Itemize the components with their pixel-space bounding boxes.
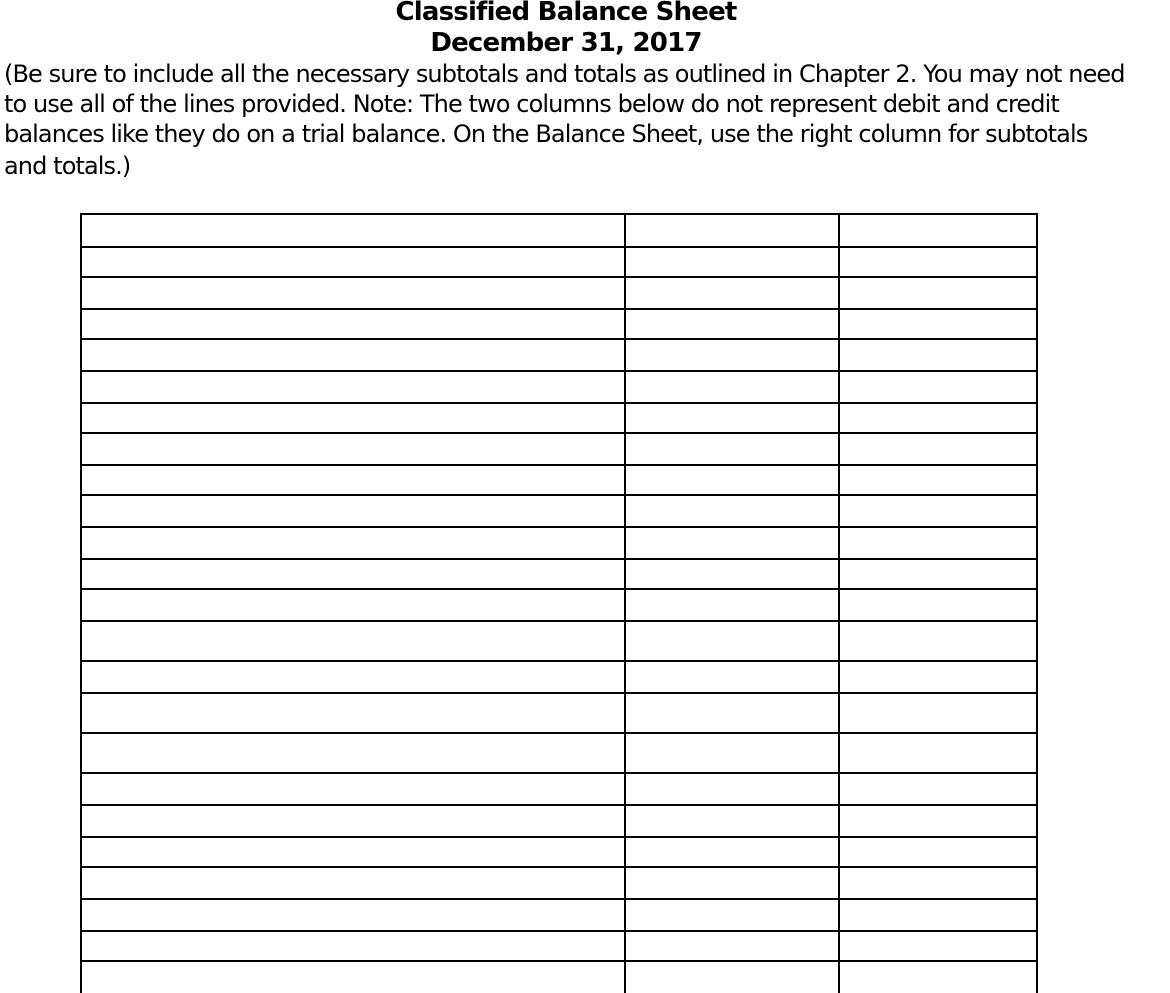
row-divider: [82, 772, 1036, 774]
column-divider: [624, 215, 626, 993]
row-divider: [82, 276, 1036, 278]
row-divider: [82, 930, 1036, 932]
row-divider: [82, 960, 1036, 962]
instruction-line: (Be sure to include all the necessary subtotals and totals as outlined in Chapter 2. You may not need: [4, 60, 1125, 88]
row-divider: [82, 370, 1036, 372]
row-divider: [82, 660, 1036, 662]
row-divider: [82, 432, 1036, 434]
page-title: Classified Balance Sheet: [395, 0, 737, 27]
row-divider: [82, 526, 1036, 528]
balance-sheet-table: [80, 213, 1038, 993]
row-divider: [82, 620, 1036, 622]
row-divider: [82, 402, 1036, 404]
row-divider: [82, 898, 1036, 900]
row-divider: [82, 308, 1036, 310]
row-divider: [82, 494, 1036, 496]
row-divider: [82, 692, 1036, 694]
row-divider: [82, 558, 1036, 560]
column-divider: [838, 215, 840, 993]
row-divider: [82, 866, 1036, 868]
statement-date: December 31, 2017: [430, 28, 702, 58]
row-divider: [82, 338, 1036, 340]
row-divider: [82, 246, 1036, 248]
row-divider: [82, 732, 1036, 734]
instruction-line: to use all of the lines provided. Note: The two columns below do not represent debit and credit: [4, 90, 1059, 118]
row-divider: [82, 464, 1036, 466]
instruction-line: balances like they do on a trial balance. On the Balance Sheet, use the right column for subtotals: [4, 120, 1088, 148]
row-divider: [82, 804, 1036, 806]
row-divider: [82, 588, 1036, 590]
row-divider: [82, 836, 1036, 838]
instruction-line: and totals.): [4, 152, 131, 180]
